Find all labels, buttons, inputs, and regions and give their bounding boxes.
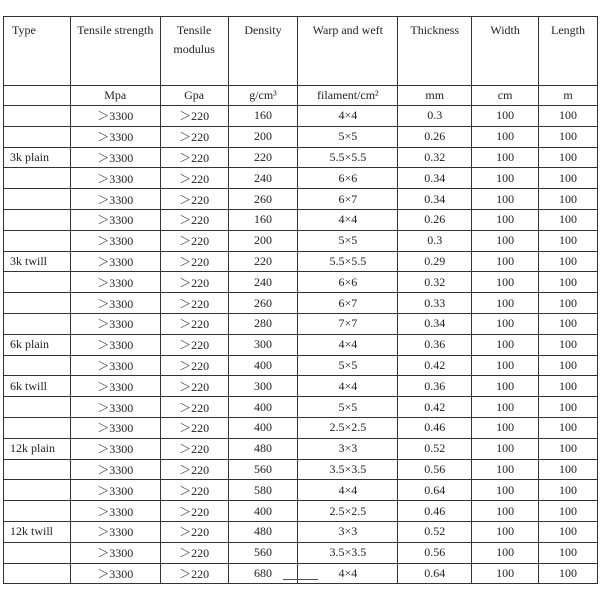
cell-length: 100 — [539, 501, 598, 522]
cell-length: 100 — [539, 126, 598, 147]
cell-tensile-modulus: ＞220 — [160, 313, 228, 334]
cell-tensile-modulus: ＞220 — [160, 417, 228, 438]
cell-width: 100 — [472, 397, 539, 418]
cell-type — [4, 501, 71, 522]
table-row — [4, 209, 598, 230]
cell-thickness: 0.26 — [398, 126, 472, 147]
cell-tensile-modulus: ＞220 — [160, 376, 228, 397]
cell-thickness: 0.32 — [398, 272, 472, 293]
cell-tensile-strength: ＞3300 — [70, 189, 160, 210]
cell-type: 12k twill — [4, 521, 71, 542]
cell-tensile-strength: ＞3300 — [70, 355, 160, 376]
cell-warp-weft: 6×6 — [298, 168, 398, 189]
cell-tensile-modulus: ＞220 — [160, 480, 228, 501]
cell-width: 100 — [472, 438, 539, 459]
cell-length: 100 — [539, 147, 598, 168]
cell-tensile-strength: ＞3300 — [70, 209, 160, 230]
cell-length: 100 — [539, 542, 598, 563]
cell-type — [4, 459, 71, 480]
cell-width: 100 — [472, 563, 539, 584]
unit-text: filament/cm² — [317, 88, 379, 102]
header-tensile-modulus: Tensile modulus — [160, 17, 228, 86]
cell-length: 100 — [539, 417, 598, 438]
cell-thickness: 0.34 — [398, 189, 472, 210]
cell-density: 240 — [228, 272, 298, 293]
cell-type — [4, 168, 71, 189]
cell-type — [4, 272, 71, 293]
header-length: Length — [539, 17, 598, 86]
cell-tensile-strength: ＞3300 — [70, 397, 160, 418]
cell-warp-weft: 4×4 — [298, 563, 398, 584]
cell-width: 100 — [472, 501, 539, 522]
table-row — [4, 501, 598, 522]
cell-warp-weft: 5×5 — [298, 355, 398, 376]
cell-warp-weft: 7×7 — [298, 313, 398, 334]
cell-length: 100 — [539, 272, 598, 293]
cell-warp-weft: 6×7 — [298, 293, 398, 314]
cell-thickness: 0.42 — [398, 397, 472, 418]
cell-tensile-modulus: ＞220 — [160, 542, 228, 563]
cell-density: 580 — [228, 480, 298, 501]
table-row — [4, 376, 598, 397]
cell-width: 100 — [472, 334, 539, 355]
cell-tensile-modulus: ＞220 — [160, 126, 228, 147]
cell-length: 100 — [539, 480, 598, 501]
cell-tensile-strength: ＞3300 — [70, 542, 160, 563]
cell-density: 200 — [228, 230, 298, 251]
cell-density: 160 — [228, 209, 298, 230]
cell-type — [4, 417, 71, 438]
cell-density: 260 — [228, 293, 298, 314]
cell-tensile-strength: ＞3300 — [70, 376, 160, 397]
cell-thickness: 0.46 — [398, 417, 472, 438]
cell-type — [4, 189, 71, 210]
cell-length: 100 — [539, 230, 598, 251]
cell-width: 100 — [472, 313, 539, 334]
cell-warp-weft: 6×6 — [298, 272, 398, 293]
cell-thickness: 0.56 — [398, 542, 472, 563]
cell-density: 560 — [228, 459, 298, 480]
cell-width: 100 — [472, 230, 539, 251]
header-type: Type — [4, 17, 71, 86]
table-row — [4, 334, 598, 355]
cell-tensile-modulus: ＞220 — [160, 272, 228, 293]
cell-length: 100 — [539, 251, 598, 272]
cell-warp-weft: 5.5×5.5 — [298, 251, 398, 272]
cell-width: 100 — [472, 251, 539, 272]
units-row — [4, 86, 598, 106]
unit-tensile-strength: Mpa — [70, 86, 160, 106]
header-width: Width — [472, 17, 539, 86]
cell-length: 100 — [539, 334, 598, 355]
cell-thickness: 0.36 — [398, 376, 472, 397]
cell-tensile-strength: ＞3300 — [70, 501, 160, 522]
table-row — [4, 542, 598, 563]
cell-density: 680 — [228, 563, 298, 584]
unit-text: g/cm³ — [249, 88, 277, 102]
table-row — [4, 126, 598, 147]
table-row — [4, 106, 598, 127]
cell-length: 100 — [539, 189, 598, 210]
cell-tensile-strength: ＞3300 — [70, 480, 160, 501]
cell-type — [4, 106, 71, 127]
table-row — [4, 397, 598, 418]
table-row — [4, 230, 598, 251]
cell-tensile-strength: ＞3300 — [70, 417, 160, 438]
table-row — [4, 563, 598, 584]
cell-type — [4, 313, 71, 334]
table-row — [4, 459, 598, 480]
cell-type — [4, 355, 71, 376]
cell-density: 280 — [228, 313, 298, 334]
cell-width: 100 — [472, 272, 539, 293]
cell-density: 400 — [228, 397, 298, 418]
cell-length: 100 — [539, 106, 598, 127]
cell-thickness: 0.64 — [398, 480, 472, 501]
cell-type — [4, 209, 71, 230]
cell-type: 12k plain — [4, 438, 71, 459]
cell-thickness: 0.52 — [398, 438, 472, 459]
cell-length: 100 — [539, 563, 598, 584]
footnote-divider — [283, 579, 318, 580]
cell-type — [4, 126, 71, 147]
cell-density: 400 — [228, 417, 298, 438]
cell-tensile-modulus: ＞220 — [160, 355, 228, 376]
table-row — [4, 313, 598, 334]
table-row — [4, 438, 598, 459]
unit-warp-weft — [298, 86, 398, 106]
cell-tensile-modulus: ＞220 — [160, 293, 228, 314]
cell-tensile-strength: ＞3300 — [70, 168, 160, 189]
cell-width: 100 — [472, 293, 539, 314]
cell-length: 100 — [539, 313, 598, 334]
cell-tensile-strength: ＞3300 — [70, 459, 160, 480]
cell-density: 300 — [228, 334, 298, 355]
table-row — [4, 189, 598, 210]
cell-width: 100 — [472, 355, 539, 376]
cell-type: 6k twill — [4, 376, 71, 397]
cell-warp-weft: 4×4 — [298, 209, 398, 230]
header-density: Density — [228, 17, 298, 86]
cell-tensile-modulus: ＞220 — [160, 147, 228, 168]
carbon-fabric-spec-table — [3, 16, 598, 584]
cell-thickness: 0.34 — [398, 313, 472, 334]
table-row — [4, 355, 598, 376]
table-row — [4, 147, 598, 168]
table-row — [4, 417, 598, 438]
cell-warp-weft: 2.5×2.5 — [298, 417, 398, 438]
header-row — [4, 17, 598, 86]
cell-warp-weft: 4×4 — [298, 106, 398, 127]
cell-width: 100 — [472, 376, 539, 397]
cell-thickness: 0.46 — [398, 501, 472, 522]
cell-type — [4, 293, 71, 314]
cell-warp-weft: 6×7 — [298, 189, 398, 210]
cell-width: 100 — [472, 480, 539, 501]
table-body — [4, 106, 598, 584]
cell-length: 100 — [539, 293, 598, 314]
unit-density — [228, 86, 298, 106]
cell-warp-weft: 3.5×3.5 — [298, 542, 398, 563]
cell-length: 100 — [539, 355, 598, 376]
cell-tensile-strength: ＞3300 — [70, 438, 160, 459]
cell-tensile-strength: ＞3300 — [70, 293, 160, 314]
cell-thickness: 0.42 — [398, 355, 472, 376]
cell-tensile-modulus: ＞220 — [160, 251, 228, 272]
table-row — [4, 293, 598, 314]
cell-tensile-modulus: ＞220 — [160, 521, 228, 542]
cell-tensile-strength: ＞3300 — [70, 521, 160, 542]
cell-length: 100 — [539, 521, 598, 542]
cell-warp-weft: 5×5 — [298, 397, 398, 418]
cell-density: 400 — [228, 355, 298, 376]
cell-density: 220 — [228, 251, 298, 272]
cell-density: 240 — [228, 168, 298, 189]
cell-tensile-modulus: ＞220 — [160, 438, 228, 459]
cell-width: 100 — [472, 168, 539, 189]
cell-warp-weft: 3×3 — [298, 438, 398, 459]
unit-tensile-modulus: Gpa — [160, 86, 228, 106]
cell-type — [4, 563, 71, 584]
cell-tensile-modulus: ＞220 — [160, 397, 228, 418]
cell-thickness: 0.52 — [398, 521, 472, 542]
unit-thickness: mm — [398, 86, 472, 106]
cell-type: 3k twill — [4, 251, 71, 272]
cell-warp-weft: 5×5 — [298, 126, 398, 147]
cell-tensile-modulus: ＞220 — [160, 334, 228, 355]
cell-density: 200 — [228, 126, 298, 147]
cell-length: 100 — [539, 209, 598, 230]
table-row — [4, 168, 598, 189]
unit-type — [4, 86, 71, 106]
cell-warp-weft: 4×4 — [298, 480, 398, 501]
cell-warp-weft: 5.5×5.5 — [298, 147, 398, 168]
cell-tensile-strength: ＞3300 — [70, 251, 160, 272]
cell-type: 6k plain — [4, 334, 71, 355]
cell-warp-weft: 4×4 — [298, 334, 398, 355]
table-row — [4, 272, 598, 293]
cell-tensile-modulus: ＞220 — [160, 189, 228, 210]
cell-warp-weft: 3.5×3.5 — [298, 459, 398, 480]
cell-width: 100 — [472, 106, 539, 127]
cell-density: 220 — [228, 147, 298, 168]
cell-density: 560 — [228, 542, 298, 563]
cell-length: 100 — [539, 438, 598, 459]
cell-width: 100 — [472, 542, 539, 563]
cell-thickness: 0.29 — [398, 251, 472, 272]
cell-warp-weft: 3×3 — [298, 521, 398, 542]
unit-length: m — [539, 86, 598, 106]
cell-width: 100 — [472, 459, 539, 480]
cell-warp-weft: 4×4 — [298, 376, 398, 397]
cell-type: 3k plain — [4, 147, 71, 168]
cell-type — [4, 542, 71, 563]
cell-density: 160 — [228, 106, 298, 127]
cell-tensile-modulus: ＞220 — [160, 501, 228, 522]
table-row — [4, 251, 598, 272]
cell-tensile-modulus: ＞220 — [160, 459, 228, 480]
cell-warp-weft: 2.5×2.5 — [298, 501, 398, 522]
cell-width: 100 — [472, 209, 539, 230]
cell-warp-weft: 5×5 — [298, 230, 398, 251]
table-row — [4, 480, 598, 501]
cell-tensile-strength: ＞3300 — [70, 106, 160, 127]
cell-density: 480 — [228, 438, 298, 459]
cell-type — [4, 397, 71, 418]
header-thickness: Thickness — [398, 17, 472, 86]
cell-thickness: 0.33 — [398, 293, 472, 314]
cell-density: 400 — [228, 501, 298, 522]
cell-tensile-modulus: ＞220 — [160, 563, 228, 584]
cell-width: 100 — [472, 126, 539, 147]
cell-width: 100 — [472, 189, 539, 210]
cell-thickness: 0.34 — [398, 168, 472, 189]
cell-width: 100 — [472, 147, 539, 168]
cell-density: 480 — [228, 521, 298, 542]
cell-thickness: 0.26 — [398, 209, 472, 230]
cell-density: 300 — [228, 376, 298, 397]
cell-tensile-strength: ＞3300 — [70, 272, 160, 293]
cell-tensile-modulus: ＞220 — [160, 168, 228, 189]
table-row — [4, 521, 598, 542]
cell-density: 260 — [228, 189, 298, 210]
cell-length: 100 — [539, 168, 598, 189]
cell-length: 100 — [539, 459, 598, 480]
cell-tensile-modulus: ＞220 — [160, 230, 228, 251]
cell-tensile-strength: ＞3300 — [70, 563, 160, 584]
cell-length: 100 — [539, 397, 598, 418]
cell-tensile-modulus: ＞220 — [160, 106, 228, 127]
header-warp-weft: Warp and weft — [298, 17, 398, 86]
cell-length: 100 — [539, 376, 598, 397]
cell-tensile-strength: ＞3300 — [70, 313, 160, 334]
cell-type — [4, 230, 71, 251]
cell-thickness: 0.3 — [398, 230, 472, 251]
cell-tensile-strength: ＞3300 — [70, 230, 160, 251]
cell-thickness: 0.36 — [398, 334, 472, 355]
cell-thickness: 0.56 — [398, 459, 472, 480]
cell-thickness: 0.64 — [398, 563, 472, 584]
unit-width: cm — [472, 86, 539, 106]
cell-tensile-strength: ＞3300 — [70, 147, 160, 168]
cell-width: 100 — [472, 417, 539, 438]
header-tensile-strength: Tensile strength — [70, 17, 160, 86]
cell-width: 100 — [472, 521, 539, 542]
cell-tensile-strength: ＞3300 — [70, 126, 160, 147]
cell-type — [4, 480, 71, 501]
cell-tensile-strength: ＞3300 — [70, 334, 160, 355]
cell-tensile-modulus: ＞220 — [160, 209, 228, 230]
cell-thickness: 0.3 — [398, 106, 472, 127]
cell-thickness: 0.32 — [398, 147, 472, 168]
